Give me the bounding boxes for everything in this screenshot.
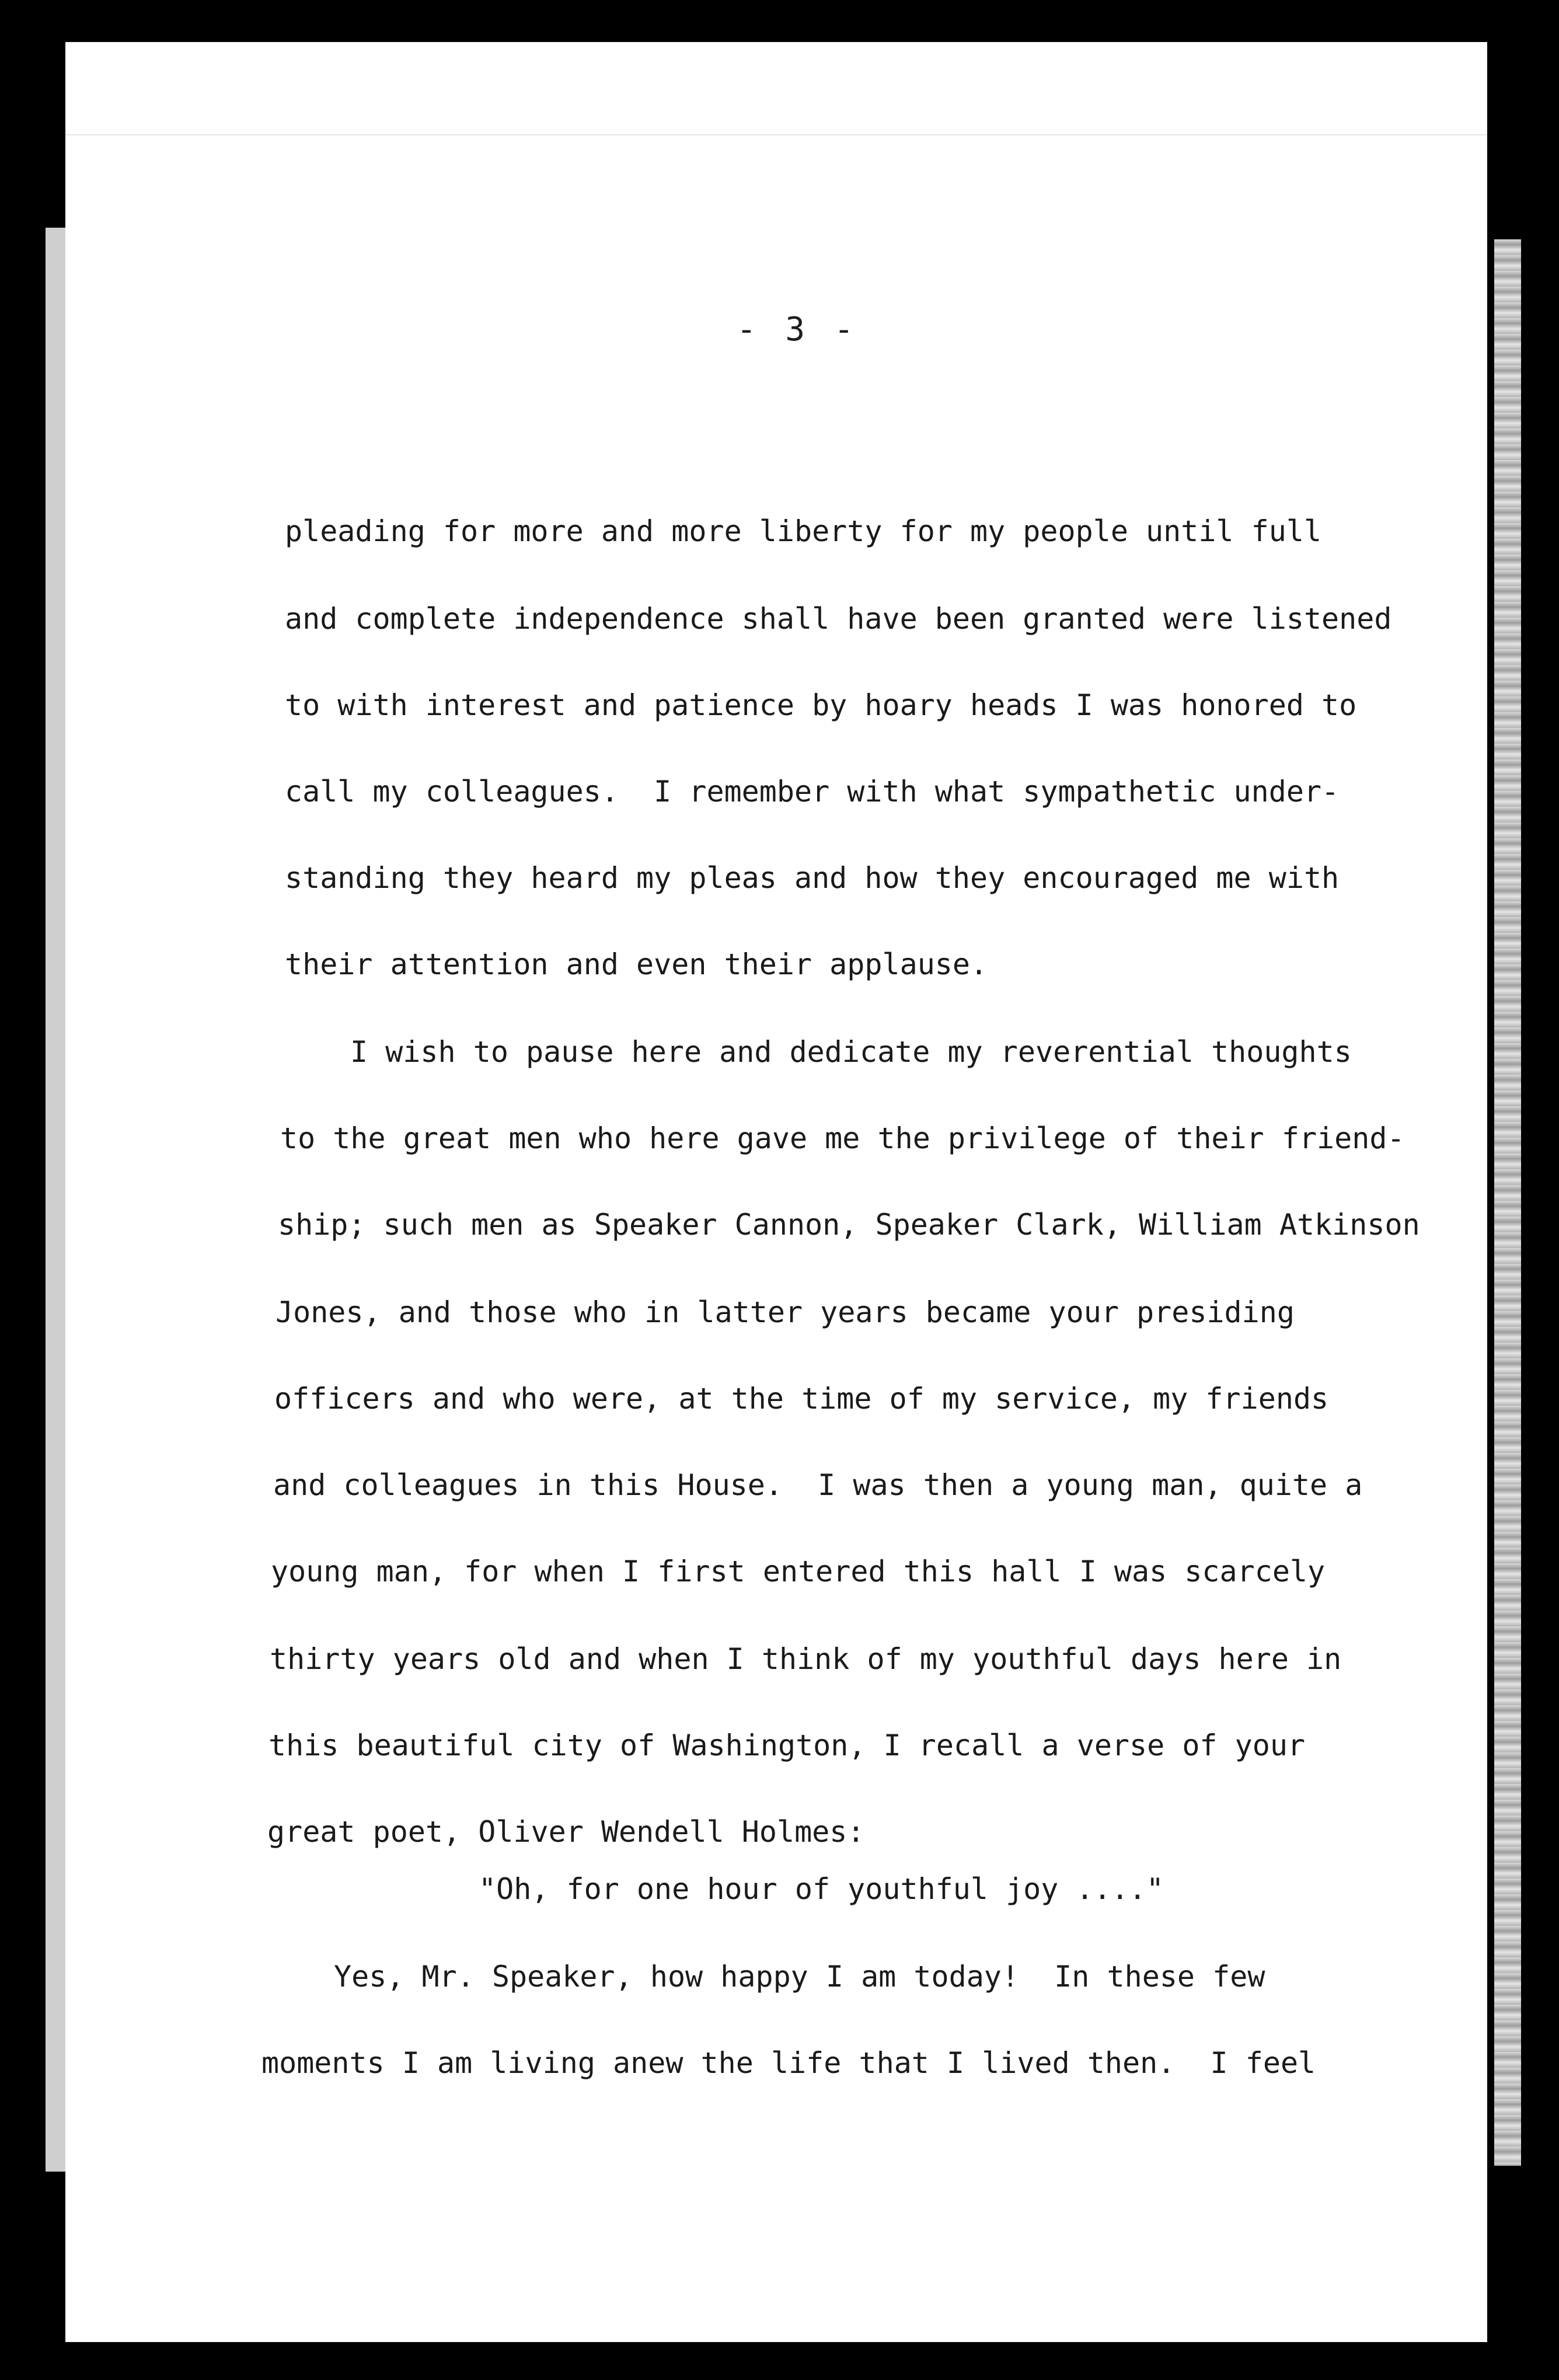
text-line: moments I am living anew the life that I lived then. I feel — [261, 2046, 1316, 2080]
right-backing-edge — [1494, 239, 1521, 2166]
text-line: and complete independence shall have been granted were listened — [285, 602, 1392, 636]
text-line: I wish to pause here and dedicate my reverential thoughts — [350, 1035, 1352, 1069]
page-number: - 3 - — [737, 311, 859, 349]
text-line: call my colleagues. I remember with what sympathetic under- — [285, 775, 1340, 809]
text-line: to the great men who here gave me the privilege of their friend- — [280, 1121, 1405, 1155]
text-line: officers and who were, at the time of my service, my friends — [274, 1382, 1329, 1416]
text-line: their attention and even their applause. — [285, 947, 988, 981]
text-line: Jones, and those who in latter years became your presiding — [275, 1295, 1295, 1329]
document-page — [65, 42, 1487, 2342]
text-line: standing they heard my pleas and how they encouraged me with — [285, 861, 1340, 895]
text-line: thirty years old and when I think of my youthful days here in — [270, 1642, 1342, 1676]
quoted-verse: "Oh, for one hour of youthful joy ...." — [479, 1872, 1164, 1906]
text-line: Yes, Mr. Speaker, how happy I am today! In these few — [334, 1960, 1265, 1994]
text-line: to with interest and patience by hoary heads I was honored to — [285, 688, 1357, 722]
text-line: young man, for when I first entered this hall I was scarcely — [271, 1555, 1326, 1588]
text-line: this beautiful city of Washington, I recall a verse of your — [268, 1729, 1306, 1762]
text-line: pleading for more and more liberty for my people until full — [285, 514, 1322, 548]
text-line: ship; such men as Speaker Cannon, Speaker Clark, William Atkinson — [278, 1208, 1420, 1242]
text-line: and colleagues in this House. I was then a young man, quite a — [273, 1468, 1363, 1502]
fold-line — [65, 134, 1487, 135]
text-line: great poet, Oliver Wendell Holmes: — [267, 1815, 865, 1849]
